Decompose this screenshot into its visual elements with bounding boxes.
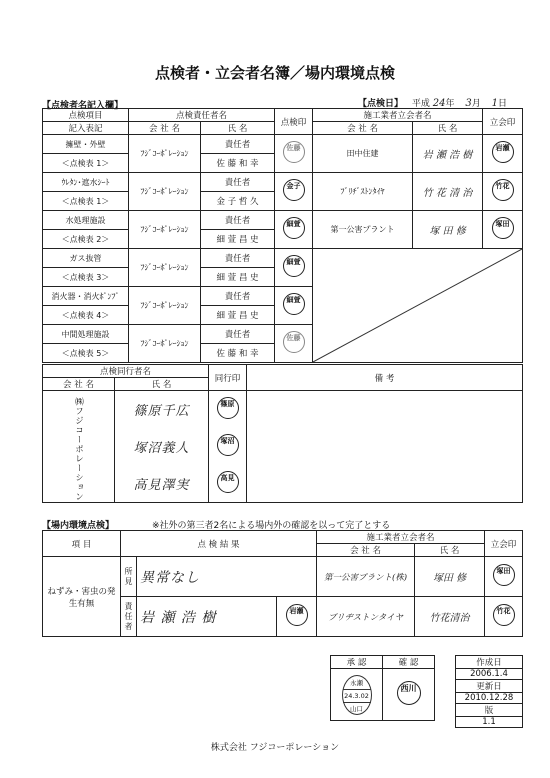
row-sheet: ＜点検表 5＞ (43, 344, 129, 363)
env-item: ねずみ・害虫の発生有無 (43, 557, 121, 637)
resp-seal-cell (277, 597, 317, 637)
row-company: ﾌｼﾞｺｰﾎﾟﾚｰｼｮﾝ (129, 173, 201, 211)
section2-label: 【場内環境点検】 (42, 521, 115, 531)
header-name: 氏 名 (201, 122, 275, 135)
row-sheet: ＜点検表 1＞ (43, 192, 129, 211)
witness-seal: 塚田 (493, 564, 515, 586)
row-c-name: 岩 瀬 浩 樹 (413, 135, 483, 173)
header-seal: 点検印 (275, 109, 313, 135)
witness-seal: 竹花 (492, 179, 514, 201)
env-contractor-header: 施工業者立会者名 (317, 531, 485, 544)
row-c-name: 竹 花 清 治 (413, 173, 483, 211)
finding-label-text: 所見 (124, 566, 133, 586)
manager-label: 責任者 (201, 135, 275, 154)
env-company-header: 会 社 名 (317, 544, 415, 557)
row-c-company: ﾌﾞﾘﾁﾞｽﾄﾝﾀｲﾔ (313, 173, 413, 211)
row-company: ﾌｼﾞｺｰﾎﾟﾚｰｼｮﾝ (129, 135, 201, 173)
row-name: 金 子 哲 久 (201, 192, 275, 211)
date-year-unit: 年 (445, 99, 455, 109)
row-c-seal (483, 173, 523, 211)
approve-stamp-date: 24.3.02 (343, 690, 371, 703)
witness-seal: 竹花 (493, 604, 515, 626)
env-item-header: 項 目 (43, 531, 121, 557)
companion-seal (209, 465, 247, 502)
manager-label: 責任者 (201, 173, 275, 192)
companion-company (43, 391, 115, 503)
row-seal (275, 211, 313, 249)
struck-out-area (313, 249, 523, 363)
inspector-seal: 細萱 (283, 255, 305, 277)
confirm-seal: 西川 (397, 681, 421, 705)
date-era: 平成 (411, 99, 430, 109)
row-name: 佐 藤 和 幸 (201, 344, 275, 363)
finding-label (121, 557, 137, 597)
companion-stamp: 篠原 (217, 397, 239, 419)
confirm-stamp-cell (383, 669, 435, 721)
row-seal (275, 135, 313, 173)
date-month-unit: 月 (471, 99, 481, 109)
row-name: 細 萱 昌 史 (201, 230, 275, 249)
resp-seal: 岩瀬 (286, 604, 308, 626)
witness-company: ブリヂストンタイヤ (317, 597, 415, 637)
row-seal (275, 249, 313, 287)
footer-company: 株式会社 フジコーポレーション (210, 743, 340, 753)
remarks-cell (247, 391, 523, 503)
companion-seal-header: 同行印 (209, 365, 247, 391)
created-date: 2006.1.4 (456, 669, 523, 680)
row-name: 佐 藤 和 幸 (201, 154, 275, 173)
header-record: 記入表記 (43, 122, 129, 135)
witness-seal-cell (485, 597, 523, 637)
env-result-header: 点 検 結 果 (121, 531, 317, 557)
inspector-table (42, 108, 523, 363)
witness-name: 塚田 修 (415, 557, 485, 597)
version-number: 1.1 (456, 717, 523, 728)
row-c-seal (483, 211, 523, 249)
header-c-company: 会 社 名 (313, 122, 413, 135)
companion-name: 高見澤実 (115, 465, 209, 502)
created-header: 作成日 (456, 656, 523, 669)
row-sheet: ＜点検表 1＞ (43, 154, 129, 173)
companion-company-text: ㈱フジコーポレーション (73, 397, 84, 502)
date-year: 24 (432, 98, 446, 109)
row-sheet: ＜点検表 2＞ (43, 230, 129, 249)
finding-value: 異常なし (137, 557, 317, 597)
row-c-name: 塚 田 修 (413, 211, 483, 249)
row-sheet: ＜点検表 4＞ (43, 306, 129, 325)
approve-stamp-sign: 山口 (350, 704, 363, 713)
row-item: ガス抜管 (43, 249, 129, 268)
resp-label-text: 責任者 (124, 601, 133, 631)
updated-header: 更新日 (456, 680, 523, 693)
resp-label (121, 597, 137, 637)
date-label: 【点検日】 (358, 99, 404, 109)
approve-header: 承 認 (331, 656, 383, 669)
inspector-seal: 佐藤 (283, 331, 305, 353)
strike-line (313, 249, 522, 362)
header-company: 会 社 名 (129, 122, 201, 135)
row-seal (275, 173, 313, 211)
row-item: ｳﾚﾀﾝ･遮水ｼｰﾄ (43, 173, 129, 192)
companion-company-header: 会 社 名 (43, 378, 115, 391)
updated-date: 2010.12.28 (456, 693, 523, 704)
witness-seal-cell (485, 557, 523, 597)
row-c-company: 田中住建 (313, 135, 413, 173)
header-contractor: 施工業者立会者名 (313, 109, 483, 122)
witness-seal: 岩瀬 (492, 141, 514, 163)
inspector-seal: 細萱 (283, 217, 305, 239)
row-c-company: 第一公害プラント (313, 211, 413, 249)
inspector-seal: 細萱 (283, 293, 305, 315)
manager-label: 責任者 (201, 325, 275, 344)
row-item: 擁壁・外壁 (43, 135, 129, 154)
header-witness-seal: 立会印 (483, 109, 523, 135)
inspector-seal: 金子 (283, 179, 305, 201)
environment-table (42, 530, 523, 637)
row-company: ﾌｼﾞｺｰﾎﾟﾚｰｼｮﾝ (129, 211, 201, 249)
companion-name-header: 氏 名 (115, 378, 209, 391)
row-seal (275, 287, 313, 325)
date-day-unit: 日 (498, 99, 508, 109)
section1-label: 【点検者名記入欄】 (42, 101, 124, 111)
version-table (455, 655, 523, 728)
remarks-header: 備 考 (247, 365, 523, 391)
row-item: 水処理施設 (43, 211, 129, 230)
companion-stamp: 塚沼 (217, 434, 239, 456)
approval-table (330, 655, 435, 721)
version-header: 版 (456, 704, 523, 717)
companion-name: 塚沼義人 (115, 428, 209, 465)
companion-name: 篠原千広 (115, 391, 209, 428)
row-item: 中間処理施設 (43, 325, 129, 344)
row-company: ﾌｼﾞｺｰﾎﾟﾚｰｼｮﾝ (129, 287, 201, 325)
row-sheet: ＜点検表 3＞ (43, 268, 129, 287)
row-seal (275, 325, 313, 363)
confirm-header: 確 認 (383, 656, 435, 669)
env-seal-header: 立会印 (485, 531, 523, 557)
manager-label: 責任者 (201, 211, 275, 230)
manager-label: 責任者 (201, 249, 275, 268)
row-company: ﾌｼﾞｺｰﾎﾟﾚｰｼｮﾝ (129, 325, 201, 363)
inspector-seal: 佐藤 (283, 141, 305, 163)
header-responsible: 点検責任者名 (129, 109, 275, 122)
env-name-header: 氏 名 (415, 544, 485, 557)
row-item: 消火器・消火ﾎﾟﾝﾌﾟ (43, 287, 129, 306)
manager-label: 責任者 (201, 287, 275, 306)
row-name: 細 萱 昌 史 (201, 306, 275, 325)
date-day: 1 (491, 98, 499, 109)
approve-stamp-name: 永瀬 (343, 677, 371, 690)
companion-table (42, 364, 523, 503)
companion-seal (209, 391, 247, 428)
companion-stamp: 高見 (217, 471, 239, 493)
companion-header: 点検同行者名 (43, 365, 209, 378)
date-month: 3 (465, 98, 472, 109)
row-name: 細 萱 昌 史 (201, 268, 275, 287)
approve-stamp-cell (331, 669, 383, 721)
witness-company: 第一公害プラント(株) (317, 557, 415, 597)
header-c-name: 氏 名 (413, 122, 483, 135)
witness-name: 竹花清治 (415, 597, 485, 637)
row-company: ﾌｼﾞｺｰﾎﾟﾚｰｼｮﾝ (129, 249, 201, 287)
resp-name: 岩 瀬 浩 樹 (137, 597, 277, 637)
approve-date-stamp (342, 675, 372, 715)
row-c-seal (483, 135, 523, 173)
header-item: 点検項目 (43, 109, 129, 122)
companion-seal (209, 428, 247, 465)
witness-seal: 塚田 (492, 217, 514, 239)
section2-note: ※社外の第三者2名による場内外の確認を以って完了とする (152, 521, 391, 531)
page-title: 点検者・立会者名簿／場内環境点検 (154, 64, 395, 82)
